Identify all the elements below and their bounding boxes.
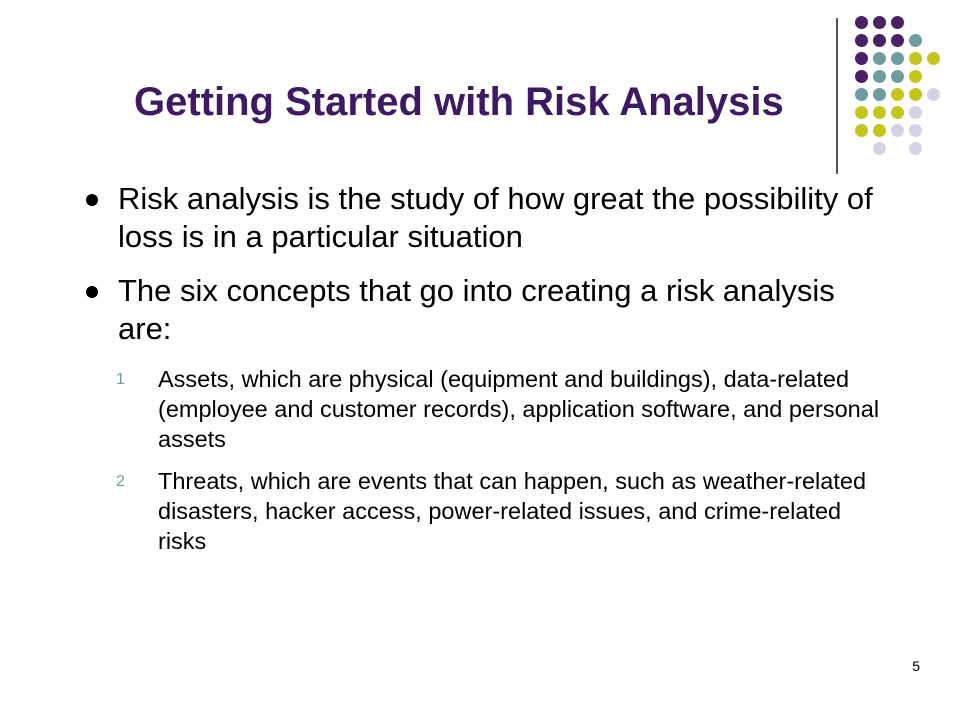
decor-dot (909, 52, 922, 65)
bullet-disc-icon (86, 194, 98, 206)
decor-dot (891, 34, 904, 47)
decor-dot (891, 124, 904, 137)
subitem-number: 2 (116, 473, 125, 490)
decor-dot (891, 52, 904, 65)
decor-dot (873, 16, 886, 29)
page-number: 5 (912, 658, 920, 674)
decor-dot (909, 34, 922, 47)
decor-dot (909, 124, 922, 137)
subitem-text: Threats, which are events that can happen, such as weather-related disasters, hacker access, power-related issues, and crime-related risks (158, 468, 867, 554)
numbered-subitem (80, 466, 880, 556)
numbered-subitem (80, 364, 880, 454)
decor-dot (891, 16, 904, 29)
subitem-text: Assets, which are physical (equipment and buildings), data-related (employee and customer records), application software, and personal assets (158, 366, 880, 452)
decor-dot (927, 52, 940, 65)
decor-dot (873, 106, 886, 119)
subitem-number: 1 (116, 371, 125, 388)
bullet-disc-icon (86, 286, 98, 298)
decor-dot (873, 124, 886, 137)
decor-dot (873, 34, 886, 47)
title-divider-line (836, 18, 838, 174)
decor-dot (891, 88, 904, 101)
decor-dot (909, 106, 922, 119)
decor-dot (909, 88, 922, 101)
bullet-text: The six concepts that go into creating a risk analysis are: (118, 273, 835, 346)
decor-dot (855, 52, 868, 65)
decor-dot (855, 88, 868, 101)
decor-dot (855, 106, 868, 119)
decor-dot (855, 70, 868, 83)
decor-dot (927, 88, 940, 101)
bullet-item (80, 180, 880, 256)
bullet-item (80, 272, 880, 348)
slide-title: Getting Started with Risk Analysis (134, 80, 784, 124)
bullet-list (80, 180, 880, 568)
decor-dot (855, 34, 868, 47)
decor-dot (873, 88, 886, 101)
decor-dot (873, 70, 886, 83)
decor-dot (855, 16, 868, 29)
decor-dot (873, 142, 886, 155)
decor-dot (891, 70, 904, 83)
decor-dot (909, 70, 922, 83)
decor-dot (873, 52, 886, 65)
decor-dot (891, 106, 904, 119)
decor-dot (909, 142, 922, 155)
decor-dot (855, 124, 868, 137)
bullet-text: Risk analysis is the study of how great the possibility of loss is in a particular situation (118, 181, 873, 254)
